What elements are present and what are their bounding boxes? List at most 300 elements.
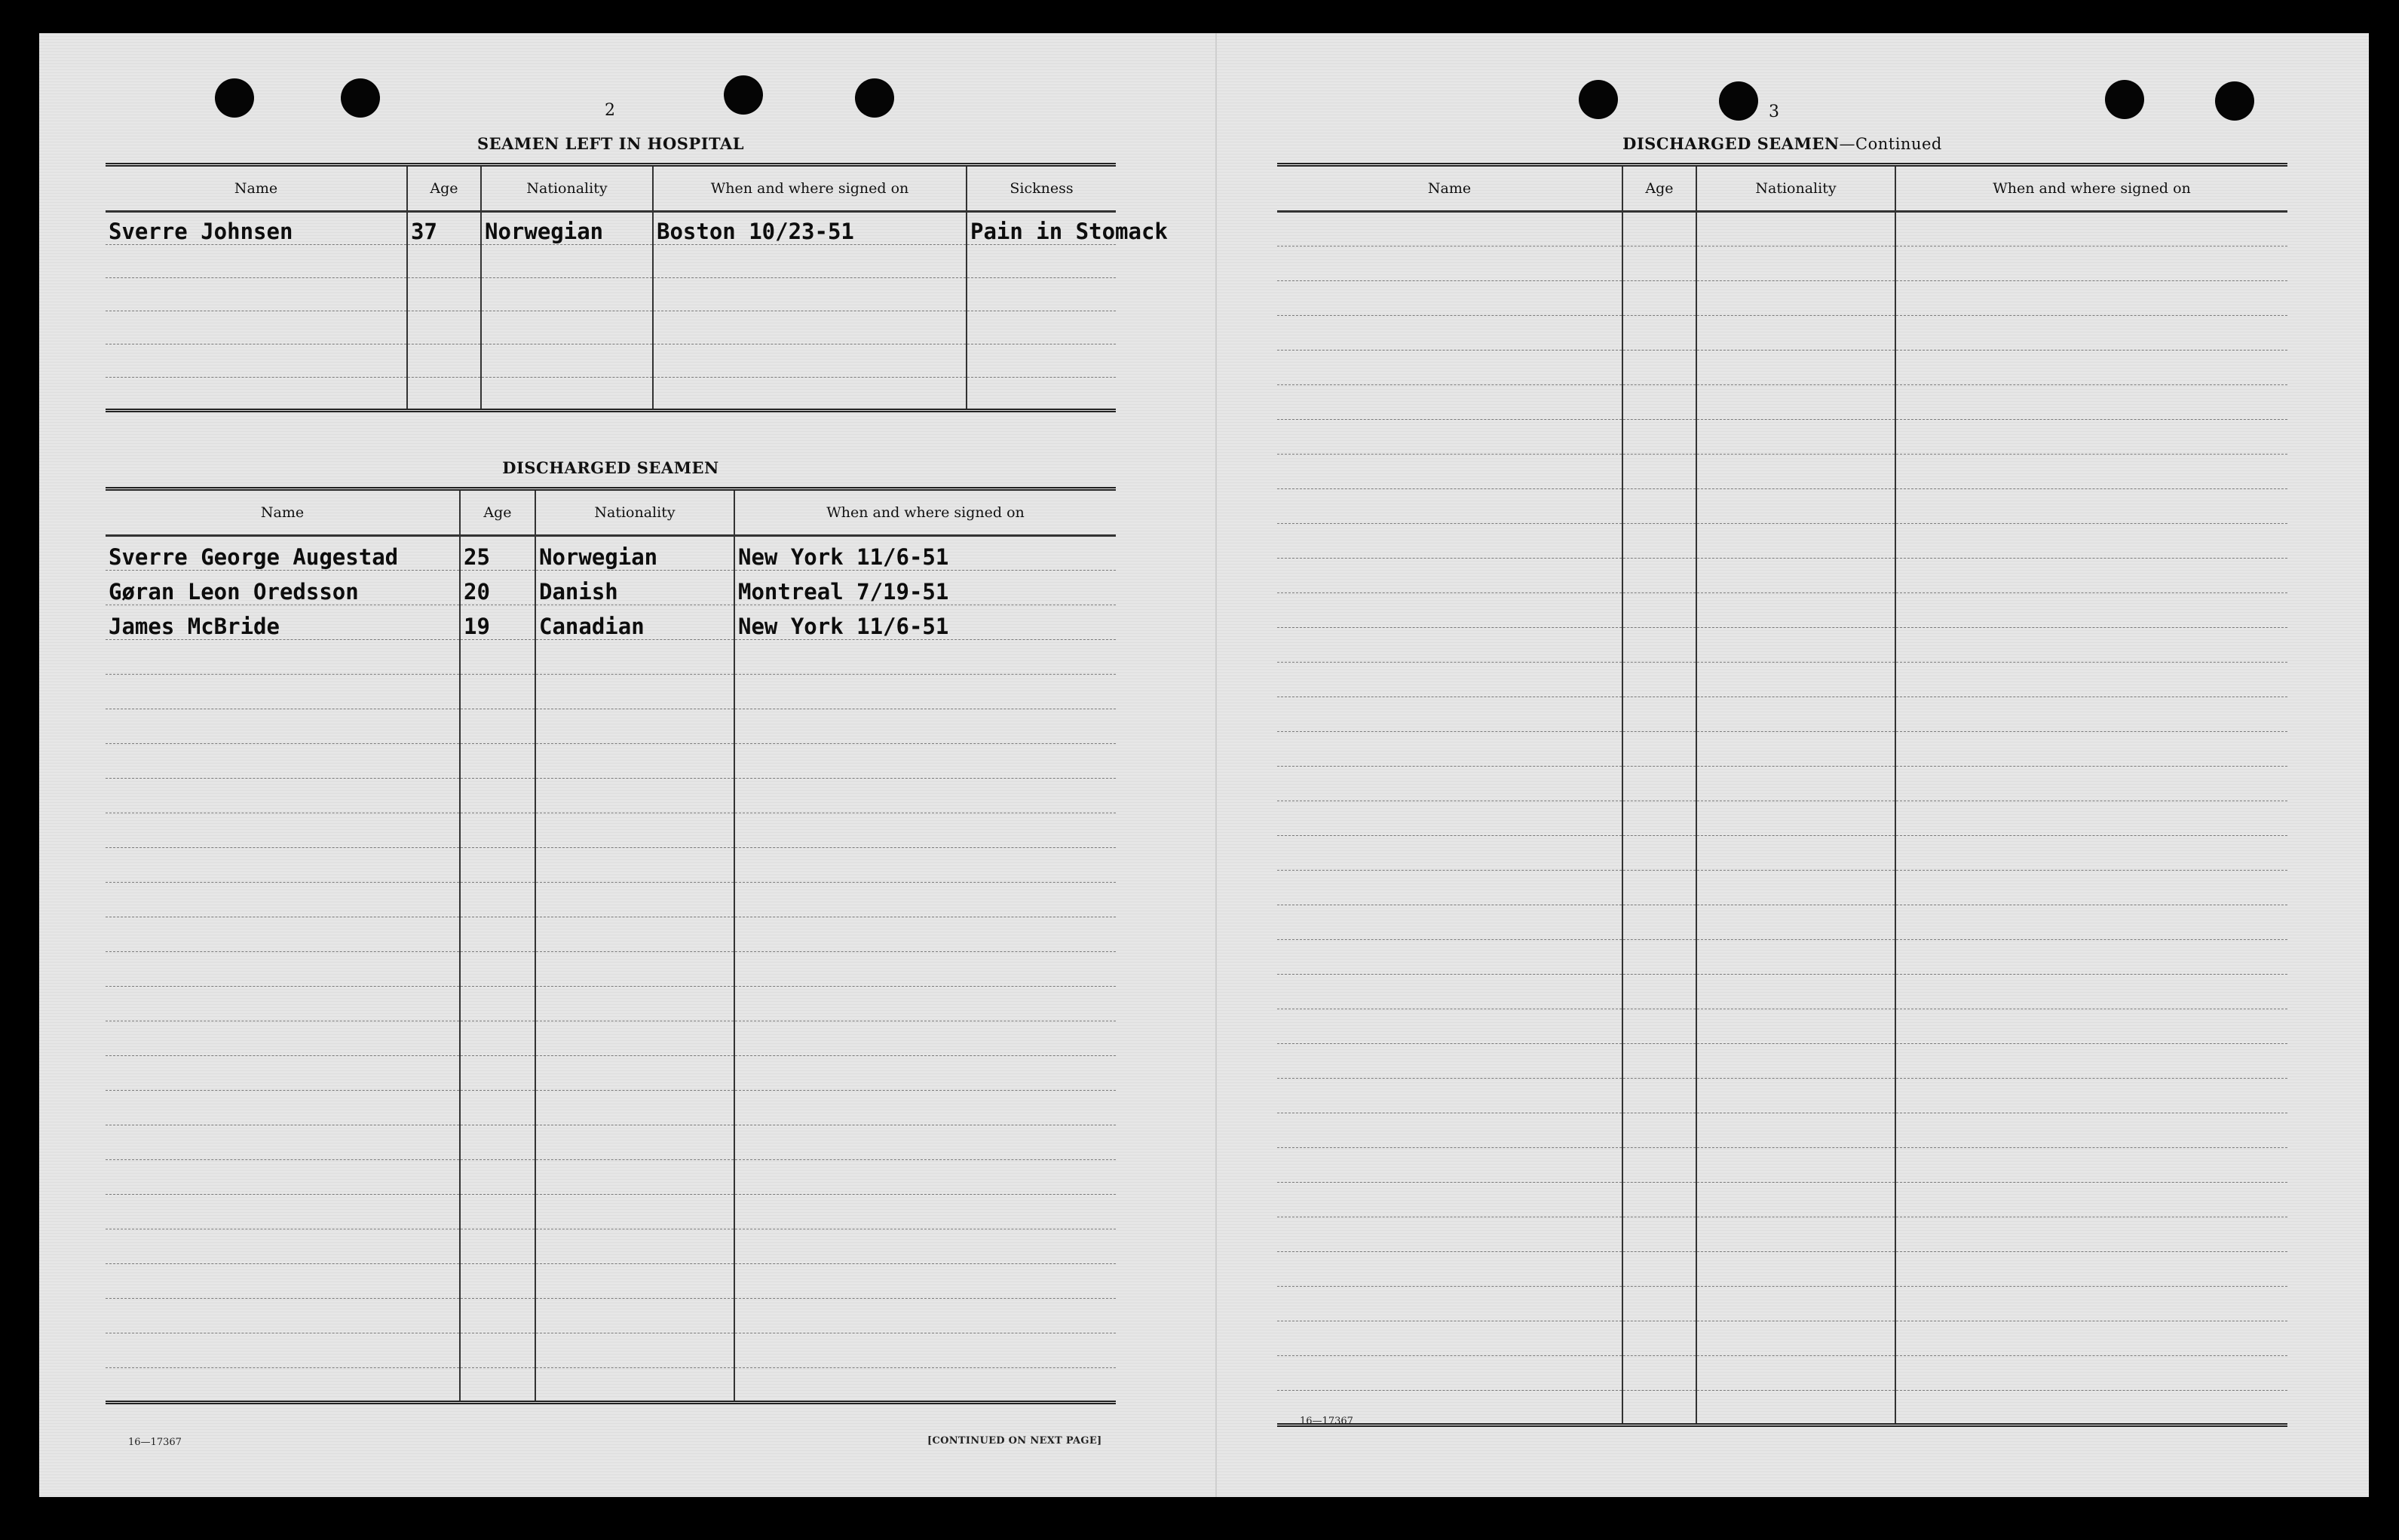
table-cell	[1696, 385, 1895, 420]
table-cell	[1696, 1113, 1895, 1148]
table-row	[106, 212, 1116, 245]
table-cell	[460, 952, 535, 987]
table-cell	[734, 1091, 1116, 1125]
table-row	[1277, 1044, 2287, 1079]
table-row	[106, 605, 1116, 640]
table-cell	[1622, 420, 1696, 455]
table-cell	[106, 744, 460, 779]
table-cell	[1622, 524, 1696, 559]
form-number: 16—17367	[128, 1437, 182, 1448]
table-row	[106, 883, 1116, 917]
table-cell	[734, 1229, 1116, 1264]
table-row	[1277, 1287, 2287, 1321]
table-cell	[1696, 663, 1895, 697]
table-cell	[460, 1264, 535, 1299]
table-cell	[1622, 1217, 1696, 1252]
table-cell	[1895, 316, 2287, 351]
table-cell	[1277, 871, 1622, 905]
table-cell	[106, 344, 407, 378]
table-cell	[734, 813, 1116, 848]
table-cell	[1895, 905, 2287, 940]
table-cell	[460, 1368, 535, 1403]
table-cell	[535, 640, 734, 675]
table-cell	[967, 344, 1116, 378]
discharged-continued-title-suffix: —Continued	[1839, 135, 1942, 153]
table-cell	[535, 779, 734, 813]
table-cell	[106, 1229, 460, 1264]
table-cell	[1622, 767, 1696, 801]
table-cell	[1895, 871, 2287, 905]
table-cell	[653, 311, 967, 344]
table-cell: Boston 10/23-51	[653, 212, 967, 245]
table-cell	[1277, 663, 1622, 697]
table-cell	[1622, 801, 1696, 836]
column-header: Name	[1277, 165, 1622, 212]
table-cell	[1622, 1321, 1696, 1356]
table-row	[106, 1195, 1116, 1229]
table-cell	[1622, 385, 1696, 420]
table-cell	[1277, 212, 1622, 246]
table-cell	[1277, 559, 1622, 593]
table-cell	[1696, 1356, 1895, 1391]
table-row	[1277, 1321, 2287, 1356]
table-cell	[1696, 801, 1895, 836]
form-number: 16—17367	[1300, 1416, 1353, 1427]
table-row	[1277, 801, 2287, 836]
table-row	[106, 1160, 1116, 1195]
column-header: Sickness	[967, 165, 1116, 212]
table-cell	[1696, 1148, 1895, 1183]
table-cell	[1622, 1148, 1696, 1183]
table-row	[1277, 212, 2287, 246]
table-cell	[106, 1264, 460, 1299]
punch-hole	[2215, 81, 2254, 121]
table-cell	[535, 1264, 734, 1299]
table-cell	[1277, 489, 1622, 524]
table-cell: Danish	[535, 571, 734, 605]
table-cell	[653, 278, 967, 311]
table-cell	[734, 675, 1116, 709]
table-cell	[967, 278, 1116, 311]
table-cell	[535, 1229, 734, 1264]
table-cell	[460, 675, 535, 709]
table-cell	[1895, 697, 2287, 732]
table-cell	[106, 848, 460, 883]
table-cell	[1895, 975, 2287, 1009]
table-cell	[1622, 316, 1696, 351]
punch-hole	[2105, 80, 2144, 119]
table-cell	[1895, 663, 2287, 697]
table-row	[106, 1125, 1116, 1160]
table-cell	[1696, 1252, 1895, 1287]
table-row	[106, 917, 1116, 952]
table-cell	[1895, 732, 2287, 767]
table-cell	[1895, 1252, 2287, 1287]
table-cell	[535, 987, 734, 1021]
table-cell	[1696, 697, 1895, 732]
table-cell	[1622, 1252, 1696, 1287]
table-cell	[535, 1333, 734, 1368]
table-cell	[106, 987, 460, 1021]
table-row	[106, 1229, 1116, 1264]
table-cell	[481, 344, 653, 378]
table-cell	[653, 344, 967, 378]
table-cell: Montreal 7/19-51	[734, 571, 1116, 605]
table-cell	[1696, 732, 1895, 767]
table-cell	[1622, 489, 1696, 524]
table-cell	[734, 848, 1116, 883]
table-cell	[460, 779, 535, 813]
page-number: 2	[605, 101, 615, 120]
table-cell	[1696, 1321, 1895, 1356]
table-row	[106, 378, 1116, 411]
hospital-section-title: SEAMEN LEFT IN HOSPITAL	[476, 134, 745, 153]
table-cell	[535, 709, 734, 744]
table-cell	[1696, 489, 1895, 524]
table-cell	[1696, 871, 1895, 905]
table-cell	[1277, 1287, 1622, 1321]
table-cell	[106, 779, 460, 813]
table-row	[106, 952, 1116, 987]
discharged-continued-table	[1277, 163, 2287, 1427]
table-row	[106, 1021, 1116, 1056]
table-cell	[1277, 1148, 1622, 1183]
table-row	[1277, 593, 2287, 628]
table-cell: 37	[407, 212, 481, 245]
table-cell	[535, 848, 734, 883]
table-row	[1277, 871, 2287, 905]
table-cell	[1895, 1009, 2287, 1044]
discharged-continued-title-main: DISCHARGED SEAMEN	[1622, 134, 1840, 153]
table-cell	[1895, 559, 2287, 593]
table-cell	[1895, 246, 2287, 281]
table-cell	[1277, 1044, 1622, 1079]
table-cell	[1895, 351, 2287, 385]
table-cell	[106, 709, 460, 744]
table-cell	[1895, 489, 2287, 524]
table-row	[106, 1368, 1116, 1403]
table-cell	[1895, 1183, 2287, 1217]
table-cell	[1895, 801, 2287, 836]
table-row	[1277, 351, 2287, 385]
table-cell	[1277, 801, 1622, 836]
table-cell	[1277, 697, 1622, 732]
table-cell	[535, 1160, 734, 1195]
table-cell	[1895, 1113, 2287, 1148]
table-cell	[1696, 455, 1895, 489]
table-cell	[734, 1299, 1116, 1333]
table-cell	[1895, 385, 2287, 420]
table-cell	[1277, 1356, 1622, 1391]
table-row	[106, 1264, 1116, 1299]
table-cell	[734, 883, 1116, 917]
table-cell	[1277, 246, 1622, 281]
table-cell	[1622, 871, 1696, 905]
table-cell	[734, 1264, 1116, 1299]
table-row	[1277, 281, 2287, 316]
table-cell	[1696, 246, 1895, 281]
table-cell	[407, 245, 481, 278]
table-row	[1277, 732, 2287, 767]
table-cell	[1277, 385, 1622, 420]
column-header: When and where signed on	[1895, 165, 2287, 212]
table-row	[106, 278, 1116, 311]
table-cell: Gøran Leon Oredsson	[106, 571, 460, 605]
table-cell	[1895, 1287, 2287, 1321]
table-cell	[460, 1091, 535, 1125]
table-cell	[1277, 1321, 1622, 1356]
column-header: Nationality	[535, 489, 734, 536]
table-cell	[1696, 559, 1895, 593]
table-cell	[967, 311, 1116, 344]
table-row	[1277, 1252, 2287, 1287]
table-row	[1277, 1391, 2287, 1425]
column-header: Age	[460, 489, 535, 536]
table-row	[1277, 836, 2287, 871]
punch-hole	[1719, 81, 1758, 121]
table-row	[1277, 489, 2287, 524]
continued-note: [CONTINUED ON NEXT PAGE]	[927, 1435, 1102, 1447]
table-row	[106, 311, 1116, 344]
table-cell	[535, 1195, 734, 1229]
table-cell	[481, 311, 653, 344]
table-cell	[1622, 1044, 1696, 1079]
table-cell	[535, 1368, 734, 1403]
table-cell	[1696, 1183, 1895, 1217]
table-cell	[106, 883, 460, 917]
table-cell	[1895, 281, 2287, 316]
table-cell	[535, 813, 734, 848]
table-cell: 25	[460, 536, 535, 571]
table-cell	[1622, 559, 1696, 593]
table-cell	[1622, 732, 1696, 767]
table-row	[106, 709, 1116, 744]
table-row	[1277, 455, 2287, 489]
hospital-table	[106, 163, 1168, 412]
table-cell: James McBride	[106, 605, 460, 640]
table-cell	[1622, 1287, 1696, 1321]
table-cell	[1277, 1183, 1622, 1217]
table-cell	[106, 1091, 460, 1125]
column-header: Nationality	[481, 165, 653, 212]
table-cell: Pain in Stomack	[967, 212, 1116, 245]
table-cell	[535, 675, 734, 709]
table-cell	[1277, 767, 1622, 801]
table-cell	[1277, 628, 1622, 663]
table-cell	[1277, 975, 1622, 1009]
table-row	[106, 1091, 1116, 1125]
table-cell	[1895, 593, 2287, 628]
table-cell	[460, 1160, 535, 1195]
table-row	[1277, 1148, 2287, 1183]
right-page	[1215, 33, 2369, 1497]
table-cell	[1622, 281, 1696, 316]
table-cell	[1277, 524, 1622, 559]
table-cell	[106, 1021, 460, 1056]
table-row	[106, 744, 1116, 779]
table-row	[106, 813, 1116, 848]
table-cell	[1895, 836, 2287, 871]
table-cell	[106, 1160, 460, 1195]
table-cell	[734, 987, 1116, 1021]
table-cell	[1895, 1148, 2287, 1183]
table-cell	[460, 1333, 535, 1368]
table-cell	[1277, 1252, 1622, 1287]
table-cell	[734, 744, 1116, 779]
table-cell	[106, 640, 460, 675]
column-header: When and where signed on	[653, 165, 967, 212]
table-cell	[967, 245, 1116, 278]
table-row	[1277, 1183, 2287, 1217]
table-cell	[1622, 593, 1696, 628]
table-row	[1277, 940, 2287, 975]
table-row	[1277, 663, 2287, 697]
table-cell	[1696, 767, 1895, 801]
table-cell	[1622, 1183, 1696, 1217]
table-cell	[734, 640, 1116, 675]
table-cell	[1696, 1009, 1895, 1044]
table-row	[1277, 905, 2287, 940]
table-cell	[106, 1195, 460, 1229]
table-cell	[1277, 593, 1622, 628]
table-cell	[1696, 1287, 1895, 1321]
table-cell	[106, 311, 407, 344]
table-cell	[1895, 1079, 2287, 1113]
table-cell	[106, 278, 407, 311]
table-cell: New York 11/6-51	[734, 536, 1116, 571]
table-cell	[106, 917, 460, 952]
table-cell	[1895, 455, 2287, 489]
table-row	[1277, 1217, 2287, 1252]
table-cell	[106, 1333, 460, 1368]
table-cell	[106, 1299, 460, 1333]
table-cell	[734, 709, 1116, 744]
table-row	[106, 536, 1116, 571]
table-cell	[1895, 212, 2287, 246]
table-cell: 19	[460, 605, 535, 640]
table-cell	[1696, 836, 1895, 871]
table-row	[1277, 628, 2287, 663]
table-row	[106, 779, 1116, 813]
table-cell: Sverre George Augestad	[106, 536, 460, 571]
table-cell	[1622, 975, 1696, 1009]
table-cell	[1895, 628, 2287, 663]
table-cell	[460, 640, 535, 675]
table-cell	[1622, 697, 1696, 732]
table-cell	[460, 1299, 535, 1333]
table-cell	[1622, 246, 1696, 281]
table-row	[1277, 420, 2287, 455]
table-cell	[460, 709, 535, 744]
table-cell	[734, 779, 1116, 813]
table-row	[1277, 524, 2287, 559]
table-cell	[1696, 316, 1895, 351]
table-cell	[535, 952, 734, 987]
table-cell	[1696, 524, 1895, 559]
table-cell: Norwegian	[481, 212, 653, 245]
table-cell	[1696, 351, 1895, 385]
table-cell	[734, 952, 1116, 987]
table-cell	[1277, 281, 1622, 316]
punch-hole	[1579, 80, 1618, 119]
table-cell	[1895, 420, 2287, 455]
table-cell	[1696, 1391, 1895, 1425]
table-cell	[1622, 905, 1696, 940]
table-row	[106, 675, 1116, 709]
table-cell	[1622, 1113, 1696, 1148]
table-row	[106, 1333, 1116, 1368]
table-cell	[460, 883, 535, 917]
table-cell	[734, 1021, 1116, 1056]
table-cell	[535, 1056, 734, 1091]
table-cell	[1277, 351, 1622, 385]
table-cell	[1622, 1079, 1696, 1113]
table-row	[1277, 1009, 2287, 1044]
table-cell	[460, 987, 535, 1021]
column-header: When and where signed on	[734, 489, 1116, 536]
table-cell	[734, 1368, 1116, 1403]
discharged-section-title: DISCHARGED SEAMEN	[502, 458, 719, 477]
table-cell	[535, 1091, 734, 1125]
table-cell: Sverre Johnsen	[106, 212, 407, 245]
table-cell	[653, 245, 967, 278]
table-cell	[1696, 593, 1895, 628]
table-cell	[535, 917, 734, 952]
table-cell	[1622, 940, 1696, 975]
table-row	[1277, 1356, 2287, 1391]
table-cell	[1622, 1356, 1696, 1391]
table-cell: Norwegian	[535, 536, 734, 571]
table-cell	[1895, 1356, 2287, 1391]
table-cell	[535, 1299, 734, 1333]
table-cell	[481, 378, 653, 411]
table-cell	[734, 1195, 1116, 1229]
table-cell	[1696, 628, 1895, 663]
table-cell	[535, 883, 734, 917]
table-cell	[1622, 351, 1696, 385]
column-header: Age	[1622, 165, 1696, 212]
table-cell	[106, 675, 460, 709]
table-cell	[1277, 1217, 1622, 1252]
table-cell: 20	[460, 571, 535, 605]
table-cell	[481, 278, 653, 311]
table-row	[106, 848, 1116, 883]
table-row	[106, 1056, 1116, 1091]
table-row	[106, 245, 1116, 278]
table-cell	[734, 917, 1116, 952]
page-number: 3	[1769, 103, 1779, 121]
table-row	[1277, 1079, 2287, 1113]
column-header: Name	[106, 165, 407, 212]
table-cell	[535, 744, 734, 779]
table-cell	[1895, 767, 2287, 801]
punch-hole	[341, 78, 380, 118]
table-row	[1277, 246, 2287, 281]
table-cell	[1622, 663, 1696, 697]
table-cell	[1622, 212, 1696, 246]
discharged-continued-title	[1277, 134, 2287, 153]
table-cell	[407, 344, 481, 378]
table-cell	[106, 813, 460, 848]
table-cell	[106, 952, 460, 987]
table-cell	[734, 1056, 1116, 1091]
table-cell: Canadian	[535, 605, 734, 640]
table-cell	[1895, 1217, 2287, 1252]
table-cell	[1277, 905, 1622, 940]
table-row	[1277, 697, 2287, 732]
table-row	[1277, 385, 2287, 420]
table-cell	[1622, 1009, 1696, 1044]
